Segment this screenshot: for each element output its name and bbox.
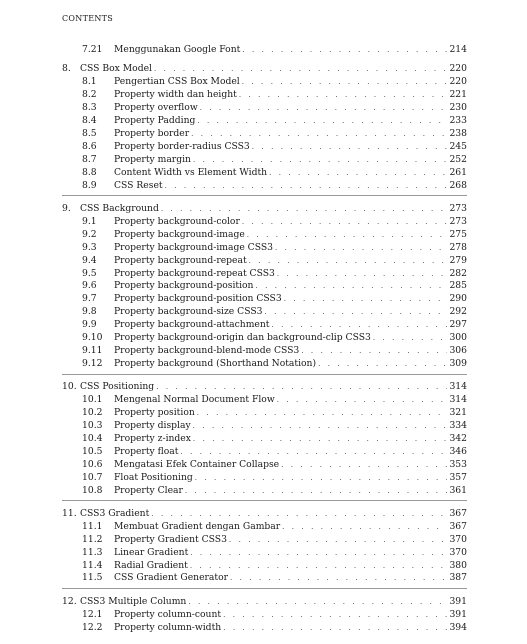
entry-title: Property background (Shorthand Notation) [114,357,317,369]
entry-number: 10.3 [82,419,103,431]
toc-entry[interactable] [62,180,467,193]
toc-entry[interactable] [62,76,467,89]
dot-leader [195,472,447,485]
dot-leader [247,229,447,242]
dot-leader [301,345,447,358]
entry-page: 245 [449,140,467,152]
entry-title: Pengertian CSS Box Model [114,76,240,88]
chapter-title: CSS Positioning [80,381,155,393]
entry-title: Property background-position [114,280,254,292]
entry-title: Property Padding [114,115,196,127]
dot-leader [318,358,447,371]
entry-title: Property background-image [114,228,245,240]
entry-page: 297 [449,319,467,331]
dot-leader [223,609,447,622]
entry-title: Property Clear [114,484,183,496]
dot-leader [188,596,447,609]
entry-page: 261 [449,166,467,178]
toc-entry[interactable] [62,394,467,407]
chapter-divider [62,588,467,589]
dot-leader [191,128,447,141]
chapter-page: 391 [449,595,467,607]
toc-entry[interactable] [62,609,467,622]
dot-leader [193,433,447,446]
toc-chapter[interactable] [62,63,467,76]
entry-number: 12.2 [82,621,103,633]
toc-entry[interactable] [62,44,467,57]
entry-title: Property column-width [114,621,222,633]
dot-leader [180,446,447,459]
entry-page: 282 [449,267,467,279]
toc-entry[interactable] [62,622,467,635]
toc-entry[interactable] [62,358,467,371]
entry-page: 334 [449,419,467,431]
toc-entry[interactable] [62,345,467,358]
entry-page: 367 [449,520,467,532]
toc-entry[interactable] [62,242,467,255]
toc-entry[interactable] [62,141,467,154]
entry-number: 9.4 [82,254,97,266]
dot-leader [269,167,447,180]
chapter-page: 314 [449,381,467,393]
chapter-title: CSS3 Gradient [80,507,150,519]
entry-title: Property overflow [114,102,198,114]
entry-number: 7.21 [82,44,103,55]
dot-leader [271,319,447,332]
dot-leader [223,622,447,635]
dot-leader [161,203,447,216]
entry-title: Content Width vs Element Width [114,166,268,178]
entry-title: Property background-origin dan background-clip CSS3 [114,332,371,344]
chapter-title: CSS3 Multiple Column [80,595,187,607]
chapter-number: 11. [62,507,77,519]
toc-entry[interactable] [62,319,467,332]
entry-page: 357 [449,471,467,483]
page-header: CONTENTS [62,14,114,23]
entry-page: 306 [449,344,467,356]
entry-number: 10.2 [82,407,103,419]
toc-entry[interactable] [62,521,467,534]
entry-page: 252 [449,153,467,165]
entry-number: 9.5 [82,267,97,279]
entry-page: 292 [449,306,467,318]
dot-leader [275,242,447,255]
entry-title: Mengatasi Efek Container Collapse [114,458,280,470]
entry-page: 230 [449,102,467,114]
entry-title: Property position [114,407,195,419]
chapter-title: CSS Background [80,202,159,214]
chapter-page: 220 [449,63,467,75]
toc-entry[interactable] [62,89,467,102]
dot-leader [154,63,447,76]
entry-page: 238 [449,127,467,139]
chapter-number: 8. [62,63,71,75]
entry-title: Property background-repeat [114,254,247,266]
entry-page: 233 [449,115,467,127]
entry-page: 278 [449,241,467,253]
entry-page: 268 [449,179,467,191]
entry-page: 353 [449,458,467,470]
entry-page: 380 [449,559,467,571]
entry-number: 8.5 [82,127,97,139]
toc-entry[interactable] [62,534,467,547]
entry-title: Property margin [114,153,191,165]
entry-number: 9.1 [82,215,97,227]
toc-entry[interactable] [62,167,467,180]
entry-page: 290 [449,293,467,305]
entry-page: 346 [449,445,467,457]
dot-leader [165,180,447,193]
entry-title: Property Gradient CSS3 [114,533,227,545]
dot-leader [284,293,447,306]
dot-leader [193,420,447,433]
entry-number: 10.5 [82,445,103,457]
entry-title: Radial Gradient [114,559,188,571]
entry-page: 370 [449,546,467,558]
chapter-page: 367 [449,507,467,519]
dot-leader [230,572,447,585]
entry-title: Property background-image CSS3 [114,241,273,253]
dot-leader [264,306,447,319]
toc-entry[interactable] [62,560,467,573]
entry-title: Property background-position CSS3 [114,293,282,305]
entry-number: 8.9 [82,179,97,191]
table-of-contents [62,44,467,635]
toc-entry[interactable] [62,306,467,319]
dot-leader [190,547,447,560]
entry-page: 361 [449,484,467,496]
entry-number: 9.2 [82,228,97,240]
entry-title: Menggunakan Google Font [114,44,241,55]
dot-leader [190,560,447,573]
entry-number: 9.7 [82,293,97,305]
entry-title: Property width dan height [114,89,237,101]
entry-title: Property background-attachment [114,319,270,331]
toc-entry[interactable] [62,255,467,268]
chapter-number: 9. [62,202,71,214]
chapter-divider [62,500,467,501]
entry-page: 285 [449,280,467,292]
entry-title: Membuat Gradient dengan Gambar [114,520,281,532]
dot-leader [249,255,447,268]
entry-page: 221 [449,89,467,101]
entry-number: 8.8 [82,166,97,178]
entry-number: 12.1 [82,608,103,620]
entry-page: 394 [449,621,467,633]
toc-entry[interactable] [62,229,467,242]
entry-title: Property background-repeat CSS3 [114,267,275,279]
entry-number: 11.2 [82,533,103,545]
entry-page: 321 [449,407,467,419]
entry-title: CSS Reset [114,179,163,191]
entry-number: 9.3 [82,241,97,253]
entry-number: 9.8 [82,306,97,318]
entry-number: 9.6 [82,280,97,292]
entry-number: 11.4 [82,559,103,571]
toc-chapter[interactable] [62,596,467,609]
toc-entry[interactable] [62,293,467,306]
entry-title: Property background-color [114,215,240,227]
entry-page: 273 [449,215,467,227]
entry-number: 10.8 [82,484,103,496]
dot-leader [277,394,447,407]
dot-leader [252,141,447,154]
dot-leader [255,280,447,293]
toc-entry[interactable] [62,572,467,585]
dot-leader [151,508,447,521]
toc-entry[interactable] [62,407,467,420]
toc-chapter[interactable] [62,508,467,521]
entry-number: 9.10 [82,332,103,344]
dot-leader [229,534,447,547]
toc-entry[interactable] [62,280,467,293]
toc-entry[interactable] [62,154,467,167]
entry-number: 9.12 [82,357,103,369]
entry-number: 8.4 [82,115,97,127]
entry-number: 8.7 [82,153,97,165]
entry-number: 8.6 [82,140,97,152]
entry-title: Property float [114,445,179,457]
dot-leader [282,521,447,534]
entry-title: Mengenal Normal Document Flow [114,394,275,406]
chapter-divider [62,374,467,375]
entry-number: 10.4 [82,432,103,444]
dot-leader [242,76,447,89]
entry-title: CSS Gradient Generator [114,572,228,584]
dot-leader [239,89,447,102]
entry-title: Property background-blend-mode CSS3 [114,344,300,356]
entry-page: 370 [449,533,467,545]
toc-entry[interactable] [62,472,467,485]
dot-leader [197,407,447,420]
entry-number: 9.9 [82,319,97,331]
entry-number: 10.1 [82,394,103,406]
entry-page: 214 [449,44,467,55]
chapter-number: 12. [62,595,77,607]
entry-page: 309 [449,357,467,369]
dot-leader [156,381,447,394]
entry-title: Linear Gradient [114,546,189,558]
entry-title: Property column-count [114,608,222,620]
entry-title: Property border [114,127,190,139]
toc-entry[interactable] [62,128,467,141]
chapter-page: 273 [449,202,467,214]
toc-entry[interactable] [62,268,467,281]
toc-entry[interactable] [62,102,467,115]
entry-number: 8.3 [82,102,97,114]
entry-title: Property display [114,419,191,431]
entry-number: 10.6 [82,458,103,470]
entry-number: 11.1 [82,520,103,532]
entry-page: 314 [449,394,467,406]
entry-title: Float Positioning [114,471,193,483]
dot-leader [197,115,447,128]
entry-number: 10.7 [82,471,103,483]
toc-chapter[interactable] [62,381,467,394]
entry-title: Property z-index [114,432,191,444]
chapter-title: CSS Box Model [80,63,152,75]
entry-number: 11.5 [82,572,103,584]
toc-entry[interactable] [62,459,467,472]
entry-number: 9.11 [82,344,103,356]
dot-leader [242,44,447,57]
toc-entry[interactable] [62,420,467,433]
toc-entry[interactable] [62,216,467,229]
entry-title: Property background-size CSS3 [114,306,263,318]
entry-number: 11.3 [82,546,103,558]
entry-page: 220 [449,76,467,88]
dot-leader [281,459,447,472]
entry-number: 8.2 [82,89,97,101]
dot-leader [185,485,447,498]
toc-entry[interactable] [62,547,467,560]
entry-page: 300 [449,332,467,344]
entry-number: 8.1 [82,76,97,88]
toc-chapter[interactable] [62,203,467,216]
entry-page: 342 [449,432,467,444]
toc-entry[interactable] [62,485,467,498]
entry-page: 387 [449,572,467,584]
chapter-divider [62,195,467,196]
dot-leader [242,216,447,229]
dot-leader [193,154,447,167]
entry-page: 279 [449,254,467,266]
chapter-number: 10. [62,381,77,393]
toc-entry[interactable] [62,446,467,459]
toc-entry[interactable] [62,433,467,446]
dot-leader [277,268,447,281]
entry-title: Property border-radius CSS3 [114,140,250,152]
toc-entry[interactable] [62,115,467,128]
dot-leader [373,332,447,345]
dot-leader [200,102,447,115]
toc-entry[interactable] [62,332,467,345]
entry-page: 391 [449,608,467,620]
entry-page: 275 [449,228,467,240]
